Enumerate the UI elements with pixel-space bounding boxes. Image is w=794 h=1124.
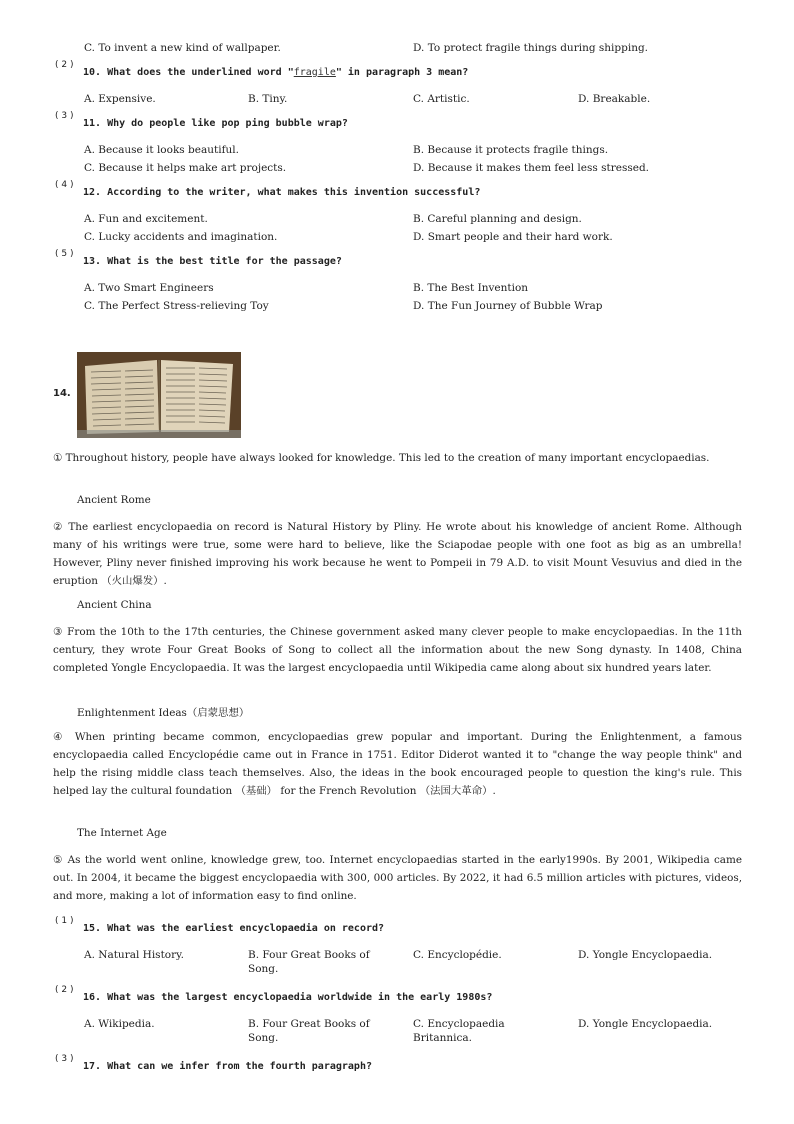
q16-question: 16. What was the largest encyclopaedia worldwide in the early 1980s? — [83, 992, 493, 1003]
section-heading-enlightenment: Enlightenment Ideas（启蒙思想） — [77, 707, 250, 719]
q15-option-d[interactable]: D. Yongle Encyclopaedia. — [578, 949, 713, 961]
q11-option-a[interactable]: A. Because it looks beautiful. — [84, 144, 239, 156]
passage-paragraph-5: ⑤ As the world went online, knowledge grew, too. Internet encyclopaedias started in the early1990s. By 2001, Wikipedia came out. In 2004, it became the biggest encyclopaedia with 300, 000 articles. By 2022, it had 6.5 million articles with pictures, videos, and more, making a lot of information easy to find online. — [53, 854, 742, 902]
section-heading-internet: The Internet Age — [77, 827, 167, 839]
open-book-image — [77, 352, 241, 438]
q12-option-d[interactable]: D. Smart people and their hard work. — [413, 231, 613, 243]
q13-number: ( 5 ) — [55, 249, 74, 259]
q13-question: 13. What is the best title for the passage? — [83, 256, 342, 267]
q11-option-b[interactable]: B. Because it protects fragile things. — [413, 144, 609, 156]
q12-option-b[interactable]: B. Careful planning and design. — [413, 213, 582, 225]
q11-question: 11. Why do people like pop ping bubble wrap? — [83, 118, 348, 129]
q15-question: 15. What was the earliest encyclopaedia on record? — [83, 923, 385, 934]
q11-option-d[interactable]: D. Because it makes them feel less stressed. — [413, 162, 650, 174]
q9-option-c[interactable]: C. To invent a new kind of wallpaper. — [84, 42, 281, 54]
q12-option-c[interactable]: C. Lucky accidents and imagination. — [84, 231, 278, 243]
q16-option-b[interactable]: B. Four Great Books of Song. — [248, 1018, 370, 1044]
q13-option-d[interactable]: D. The Fun Journey of Bubble Wrap — [413, 300, 603, 312]
q12-question: 12. According to the writer, what makes this invention successful? — [83, 187, 481, 198]
q10-number: ( 2 ) — [55, 60, 74, 70]
q10-option-a[interactable]: A. Expensive. — [84, 93, 156, 105]
q15-option-c[interactable]: C. Encyclopédie. — [413, 949, 502, 961]
q17-question: 17. What can we infer from the fourth paragraph? — [83, 1061, 372, 1072]
q15-option-a[interactable]: A. Natural History. — [84, 949, 185, 961]
q13-option-b[interactable]: B. The Best Invention — [413, 282, 529, 294]
q9-option-d[interactable]: D. To protect fragile things during shipping. — [413, 42, 649, 54]
q10-option-b[interactable]: B. Tiny. — [248, 93, 288, 105]
section-heading-rome: Ancient Rome — [77, 494, 151, 506]
q10-option-c[interactable]: C. Artistic. — [413, 93, 470, 105]
q11-number: ( 3 ) — [55, 111, 74, 121]
passage-paragraph-2: ② The earliest encyclopaedia on record is Natural History by Pliny. He wrote about his knowledge of ancient Rome. Although many of his writings were true, some were hard to believe, like the Sciapodae people with one foot as big as an umbrella! However, Pliny never finished improving his work because he went to Pompeii in 79 A.D. to visit Mount Vesuvius and died in the eruption （火山爆发）. — [53, 521, 742, 587]
q16-option-a[interactable]: A. Wikipedia. — [84, 1018, 155, 1030]
q14-number: 14. — [53, 388, 71, 399]
underlined-word: fragile — [293, 67, 336, 78]
q16-option-d[interactable]: D. Yongle Encyclopaedia. — [578, 1018, 713, 1030]
passage-paragraph-3: ③ From the 10th to the 17th centuries, the Chinese government asked many clever people to make encyclopaedias. In the 11th century, they wrote Four Great Books of Song to collect all the information about the new Song dynasty. In 1408, China completed Yongle Encyclopaedia. It was the largest encyclopaedia until Wikipedia came along about six hundred years later. — [53, 626, 742, 674]
q10-question: 10. What does the underlined word "fragile" in paragraph 3 mean? — [83, 67, 469, 78]
q13-option-c[interactable]: C. The Perfect Stress-relieving Toy — [84, 300, 269, 312]
section-heading-china: Ancient China — [77, 599, 152, 611]
q12-number: ( 4 ) — [55, 180, 74, 190]
q11-option-c[interactable]: C. Because it helps make art projects. — [84, 162, 287, 174]
passage-paragraph-1: ① Throughout history, people have always looked for knowledge. This led to the creation of many important encyclopaedias. — [53, 452, 710, 464]
q15-number: ( 1 ) — [55, 916, 74, 926]
q12-option-a[interactable]: A. Fun and excitement. — [84, 213, 208, 225]
passage-paragraph-4: ④ When printing became common, encyclopaedias grew popular and important. During the Enlightenment, a famous encyclopaedia called Encyclopédie came out in France in 1751. Editor Diderot wanted it to "change the way people think" and help the rising middle class teach themselves. Also, the ideas in the book encouraged people to question the king's rule. This helped lay the cultural foundation （基础） for the French Revolution （法国大革命）. — [53, 731, 742, 797]
q16-number: ( 2 ) — [55, 985, 74, 995]
q13-option-a[interactable]: A. Two Smart Engineers — [84, 282, 214, 294]
q10-option-d[interactable]: D. Breakable. — [578, 93, 651, 105]
q16-option-c[interactable]: C. Encyclopaedia Britannica. — [413, 1018, 505, 1044]
q17-number: ( 3 ) — [55, 1054, 74, 1064]
q15-option-b[interactable]: B. Four Great Books of Song. — [248, 949, 370, 975]
